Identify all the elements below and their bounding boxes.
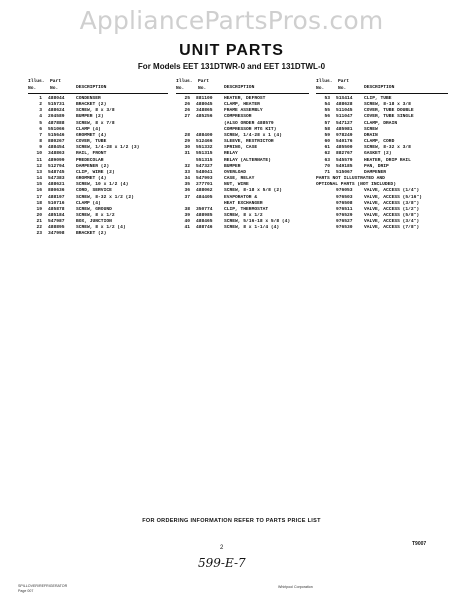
column-header [176, 79, 309, 94]
part-number: 545579 [336, 157, 353, 163]
illus-header: Illus. [28, 79, 45, 84]
part-description: RELAY [224, 151, 238, 157]
illus-number: 26 [184, 108, 190, 114]
part-number: 277701 [196, 182, 213, 188]
handwritten-reference: 599-E-7 [198, 556, 246, 570]
part-description: SCREW, 8 x 3/8 [76, 108, 115, 114]
part-number: 485184 [48, 212, 65, 218]
part-number: 488746 [196, 225, 213, 231]
part-number: 348865 [196, 108, 213, 114]
part-description: BUMPER [224, 163, 241, 169]
illus-number: 41 [184, 225, 190, 231]
illus-number: 10 [36, 151, 42, 157]
part-number: 485981 [336, 126, 353, 132]
part-number: 512794 [48, 163, 65, 169]
part-description: HEAT EXCHANGER [224, 200, 263, 206]
illus-number: 28 [184, 132, 190, 138]
part-description: PREDECOLAR [76, 157, 104, 163]
part-description: CLAMP (4) [76, 126, 101, 132]
illus-number: 15 [36, 182, 42, 188]
parts-column-2 [176, 79, 309, 231]
part-no-header: No. [338, 86, 347, 91]
part-description: SLEEVE, RESTRICTOR [224, 139, 274, 145]
part-number: 488400 [196, 132, 213, 138]
illus-number: 54 [324, 102, 330, 108]
illus-number: 59 [324, 132, 330, 138]
part-description: SPRING, CASE [224, 145, 258, 151]
illus-number: 26 [184, 102, 190, 108]
part-description: COVER, TUBE DOUBLE [364, 108, 414, 114]
parts-column-3 [316, 79, 448, 231]
part-description: HEATER, DEFROST [224, 96, 266, 101]
part-description: SCREW, 8 x 7/8 [76, 120, 115, 126]
part-number: 976529 [336, 212, 353, 218]
part-description: SCREW, 8-32 x 3/8 [364, 145, 411, 151]
note-text: OPTIONAL PARTS (NOT INCLUDED) [316, 182, 396, 188]
part-number: 512466 [196, 139, 213, 145]
part-number: 487888 [48, 120, 65, 126]
illus-no-header: No. [176, 86, 185, 91]
part-description: PAN, DRIP [364, 163, 389, 169]
illus-number: 1 [39, 96, 42, 101]
part-description: COMPRESSOR [224, 114, 252, 120]
part-description: SCREW [364, 126, 378, 132]
part-number: 880267 [48, 139, 65, 145]
part-number: 484405 [196, 194, 213, 200]
part-description: CLIP, WIRE (2) [76, 169, 115, 175]
part-row [28, 231, 168, 237]
part-description: SCREW, 1/4-28 x 1 (4) [224, 132, 282, 138]
part-description: SCREW, GROUND [76, 206, 112, 212]
part-number: 548745 [48, 169, 65, 175]
part-description: SCREW, 8 x 1/2 [224, 212, 263, 218]
part-description: COVER, TUBE SINGLE [364, 114, 414, 120]
illus-number: 9 [39, 145, 42, 151]
part-number: 488621 [48, 182, 65, 188]
illus-number: 4 [39, 114, 42, 120]
illus-number: 21 [36, 219, 42, 225]
illus-number: 17 [36, 194, 42, 200]
part-description: CASE, RELAY [224, 176, 255, 182]
part-number: 348863 [48, 151, 65, 157]
part-number: 488628 [336, 102, 353, 108]
illus-no-header: No. [28, 86, 37, 91]
part-description: FRAME ASSEMBLY [224, 108, 263, 114]
illus-number: 18 [36, 200, 42, 206]
page-title: UNIT PARTS [179, 42, 284, 59]
ordering-note: FOR ORDERING INFORMATION REFER TO PARTS PRICE LIST [142, 518, 321, 524]
column-header [316, 79, 448, 94]
part-number: 976053 [336, 188, 353, 194]
part-description: GASKET (2) [364, 151, 392, 157]
part-row [176, 225, 309, 231]
illus-number: 29 [184, 139, 190, 145]
document-code: T9007 [412, 541, 427, 547]
part-description: EVAPORATOR & [224, 194, 258, 200]
bottom-left-line-2: Page 007 [18, 588, 34, 593]
illus-number: 27 [184, 114, 190, 120]
part-number: 551066 [48, 126, 65, 132]
part-number: 51S414 [336, 96, 353, 101]
part-number: 488624 [48, 108, 65, 114]
part-description: NUT, WIRE [224, 182, 249, 188]
part-number: 547993 [196, 176, 213, 182]
illus-number: 3 [39, 108, 42, 114]
part-description: COVER, TUBE [76, 139, 107, 145]
part-row [316, 225, 448, 231]
part-number: 485878 [48, 206, 65, 212]
part-description: VALVE, ACCESS (7/8") [364, 225, 420, 231]
illus-number: 36 [184, 188, 190, 194]
part-number: 547383 [48, 176, 65, 182]
part-description: DRAIN [364, 132, 378, 138]
part-description: CONDENSER [76, 96, 101, 101]
illus-number: 55 [324, 108, 330, 114]
part-description: SCREW, 8-18 x 5/8 (2) [224, 188, 282, 194]
illus-number: 7 [39, 132, 42, 138]
part-number: 976527 [336, 219, 353, 225]
illus-number: 22 [36, 225, 42, 231]
part-number: 485256 [196, 114, 213, 120]
part-number: 488895 [48, 225, 65, 231]
part-number: 515731 [48, 102, 65, 108]
part-description: CLAMP, CORD [364, 139, 395, 145]
part-description: BRACKET (2) [76, 231, 107, 237]
parts-list [316, 96, 448, 231]
illus-number: 5 [39, 120, 42, 126]
illus-number: 39 [184, 212, 190, 218]
illus-number: 63 [324, 157, 330, 163]
illus-number: 30 [184, 145, 190, 151]
illus-number: 11 [36, 157, 42, 163]
bottom-left-info [18, 584, 67, 593]
illus-number: 40 [184, 219, 190, 225]
illus-number: 34 [184, 176, 190, 182]
part-number: 881100 [196, 96, 213, 101]
illus-number: 70 [324, 163, 330, 169]
illus-number: 8 [39, 139, 42, 145]
part-number: 547127 [336, 120, 353, 126]
part-number: 551332 [196, 145, 213, 151]
part-description: GROMMET (4) [76, 132, 107, 138]
part-description: BOX, JUNCTION [76, 219, 112, 225]
part-description: BRACKET (2) [76, 102, 107, 108]
part-number: 882767 [336, 151, 353, 157]
part-number: 551315 [196, 151, 213, 157]
illus-number: 62 [324, 151, 330, 157]
part-number: 488044 [48, 96, 65, 101]
part-description: SCREW, 10 x 1/2 (4) [76, 182, 129, 188]
part-number: 976530 [336, 225, 353, 231]
parts-list [28, 96, 168, 238]
part-number: 488045 [196, 102, 213, 108]
illus-number: 58 [324, 126, 330, 132]
part-description: SCREW, 5/16-18 x 5/8 (4) [224, 219, 291, 225]
description-header: DESCRIPTION [364, 85, 395, 90]
part-description: DAMPENER (2) [76, 163, 110, 169]
illus-number: 23 [36, 231, 42, 237]
illus-number: 25 [184, 96, 190, 101]
part-number: 488985 [196, 212, 213, 218]
part-number: 978249 [336, 132, 353, 138]
part-number: 547327 [196, 163, 213, 169]
part-description: CLAMP, DRAIN [364, 120, 398, 126]
part-description: VALVE, ACCESS (3/4") [364, 219, 420, 225]
illus-number: 57 [324, 120, 330, 126]
part-description: CORD, SERVICE [76, 188, 112, 194]
part-number: 515067 [336, 169, 353, 175]
part-number: 488465 [196, 219, 213, 225]
illus-number: 19 [36, 206, 42, 212]
part-number: 204589 [48, 114, 65, 120]
part-number: 548041 [196, 169, 213, 175]
parts-column-1 [28, 79, 168, 238]
part-number: 547987 [48, 219, 65, 225]
part-description: SCREW, 8 x 1-1/4 (4) [224, 225, 280, 231]
page-number: 2 [220, 545, 224, 551]
part-description: SCREW, 8-32 x 1/2 (2) [76, 194, 134, 200]
part-number: 488062 [196, 188, 213, 194]
illus-no-header: No. [316, 86, 325, 91]
illus-number: 16 [36, 188, 42, 194]
part-description: BUMPER (2) [76, 114, 104, 120]
illus-number: 31 [184, 151, 190, 157]
illus-number: 20 [36, 212, 42, 218]
part-number: 347998 [48, 231, 65, 237]
part-description: SCREW, 8-18 x 3/8 [364, 102, 411, 108]
illus-number: 60 [324, 139, 330, 145]
part-header: Part [338, 79, 350, 84]
part-description: OVERLOAD [224, 169, 247, 175]
illus-number: 61 [324, 145, 330, 151]
illus-number: 38 [184, 206, 190, 212]
part-description: (ALSO ORDER 488579 [224, 120, 274, 126]
part-number: 880636 [48, 188, 65, 194]
column-header [28, 79, 168, 94]
illus-number: 14 [36, 176, 42, 182]
illus-header: Illus. [176, 79, 193, 84]
illus-number: 2 [39, 102, 42, 108]
part-number: 515646 [48, 132, 65, 138]
illus-number: 12 [36, 163, 42, 169]
illus-number: 56 [324, 114, 330, 120]
part-no-header: No. [50, 86, 59, 91]
part-description: VALVE, ACCESS (3/8") [364, 200, 420, 206]
part-number: 488454 [48, 145, 65, 151]
illus-number [316, 225, 336, 231]
part-description: DAMPENER [364, 169, 387, 175]
illus-number: 53 [324, 96, 330, 101]
parts-list [176, 96, 309, 231]
illus-number: 33 [184, 169, 190, 175]
part-number: 488197 [48, 194, 65, 200]
part-header: Part [50, 79, 62, 84]
part-no-header: No. [198, 86, 207, 91]
part-number: 540176 [336, 139, 353, 145]
part-number: 976511 [336, 206, 353, 212]
description-header: DESCRIPTION [224, 85, 255, 90]
illus-number: 35 [184, 182, 190, 188]
part-description: CLIP, THERMOSTAT [224, 206, 269, 212]
part-description: CLAMP, HEATER [224, 102, 260, 108]
part-number: 549185 [336, 163, 353, 169]
part-header: Part [198, 79, 210, 84]
illus-number: 13 [36, 169, 42, 175]
part-description: CLIP, TUBE [364, 96, 392, 101]
part-number: 350774 [196, 206, 213, 212]
illus-number: 37 [184, 194, 190, 200]
description-header: DESCRIPTION [76, 85, 107, 90]
illus-number: 71 [324, 169, 330, 175]
part-description: RELAY (ALTERNATE) [224, 157, 271, 163]
note-text: PARTS NOT ILLUSTRATED AND [316, 176, 385, 182]
part-description: HEATER, DRIP RAIL [364, 157, 411, 163]
part-description: VALVE, ACCESS (1/4") [364, 188, 420, 194]
part-description: COMPRESSOR MTG KIT) [224, 126, 277, 132]
part-number: 976503 [336, 194, 353, 200]
part-number: 489099 [48, 157, 65, 163]
part-description: VALVE, ACCESS (5/16") [364, 194, 422, 200]
publisher-credit: Whirlpool Corporation [278, 585, 313, 589]
part-description: VALVE, ACCESS (1/2") [364, 206, 420, 212]
part-description: VALVE, ACCESS (5/8") [364, 212, 420, 218]
illus-number: 32 [184, 163, 190, 169]
part-number: 510716 [48, 200, 65, 206]
watermark-banner: AppliancePartsPros.com [79, 5, 384, 35]
part-description: RAIL, FRONT [76, 151, 107, 157]
part-number: 511045 [336, 108, 353, 114]
part-description: SCREW, 8 x 1/2 (4) [76, 225, 126, 231]
part-number: 485500 [336, 145, 353, 151]
part-description: CLAMP (4) [76, 200, 101, 206]
illus-header: Illus. [316, 79, 333, 84]
models-subtitle: For Models EET 131DTWR-0 and EET 131DTWL-0 [137, 62, 326, 71]
part-description: SCREW, 1/4-28 x 1/2 (3) [76, 145, 140, 151]
bottom-left-line-1: SPILLOVER/REFRIGERATOR [18, 584, 68, 588]
part-number: 551315 [196, 157, 213, 163]
part-description: GROMMET (4) [76, 176, 107, 182]
part-number: 976508 [336, 200, 353, 206]
illus-number: 6 [39, 126, 42, 132]
part-description: SCREW, 8 x 1/2 [76, 212, 115, 218]
part-number: 511047 [336, 114, 353, 120]
